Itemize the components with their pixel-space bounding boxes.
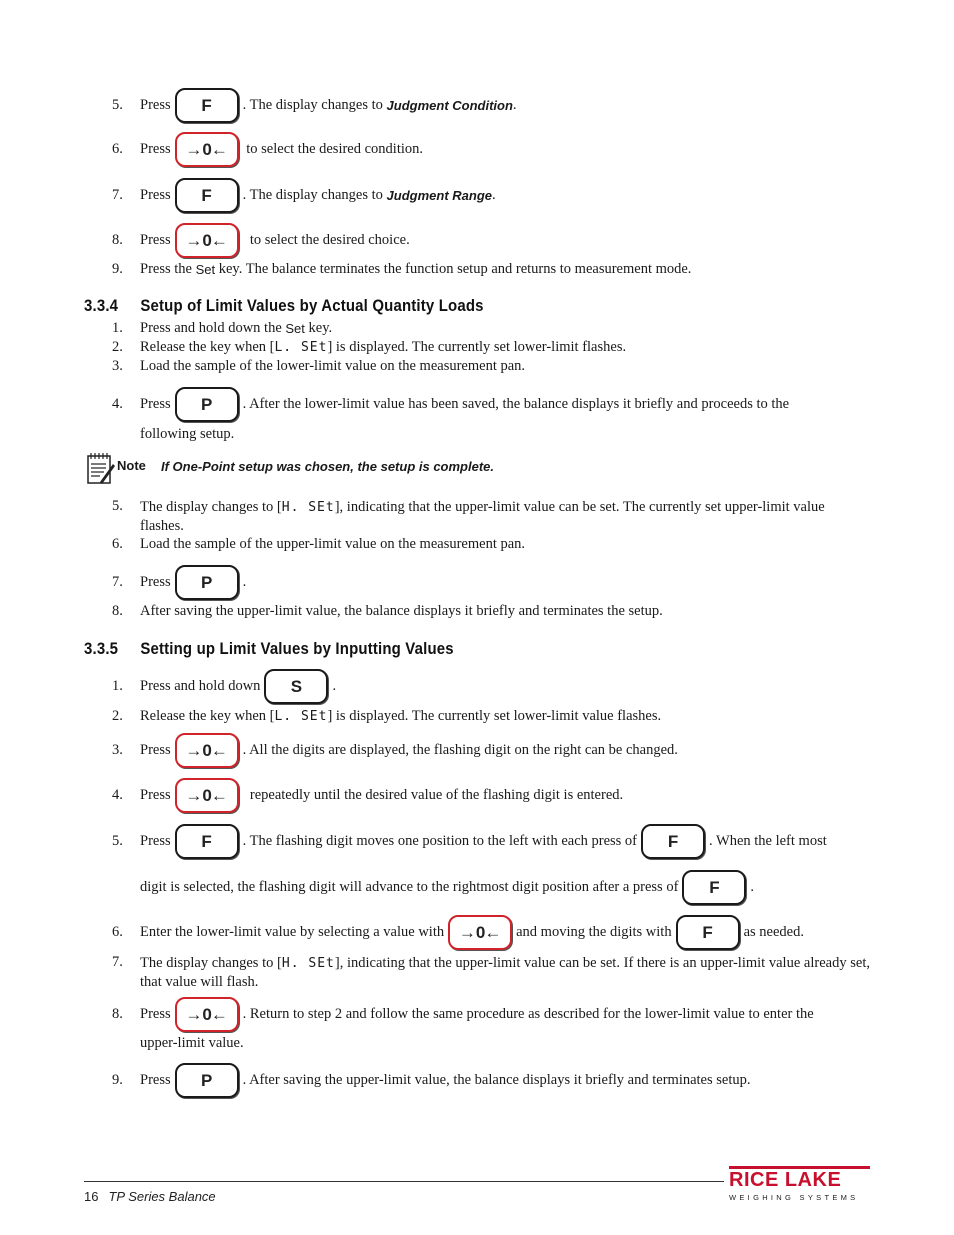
document-title: TP Series Balance xyxy=(108,1189,216,1204)
step-335-8: 8. Press → 0 ← . Return to step 2 and follow the same procedure as described for the lower-limit value to enter the xyxy=(112,997,870,1032)
lcd-readout: H. SEt xyxy=(281,500,335,515)
step-335-7-text: The display changes to [H. SEt], indicating that the upper-limit value can be set. If there is an upper-limit value already set, that value will flash. xyxy=(140,955,870,990)
f-key-icon: F xyxy=(682,870,746,905)
step-335-2: 2. Release the key when [ L. SEt ] is displayed. The currently set lower-limit value flashes. xyxy=(112,708,662,724)
zero-key-icon: → 0 ← xyxy=(175,733,239,768)
step-335-1: 1. Press and hold down S . xyxy=(112,669,870,704)
s-key-icon: S xyxy=(264,669,328,704)
step-334-4: 4. Press P . After the lower-limit value has been saved, the balance displays it briefly and proceeds to the xyxy=(112,387,870,422)
step-334-3: 3. Load the sample of the lower-limit value on the measurement pan. xyxy=(112,358,526,374)
rice-lake-logo: RICE LAKE WEIGHING SYSTEMS xyxy=(729,1166,870,1202)
zero-key-icon: → 0 ← xyxy=(175,223,239,258)
zero-key-icon: → 0 ← xyxy=(448,915,512,950)
step-334-5-text: The display changes to [H. SEt], indicating that the upper-limit value can be set. The currently set upper-limit value flashes. xyxy=(140,499,825,534)
step-334-1: 1. Press and hold down the Set key. xyxy=(112,320,333,336)
p-key-icon: P xyxy=(175,565,239,600)
f-key-icon: F xyxy=(175,178,239,213)
f-key-icon: F xyxy=(175,88,239,123)
step-335-4: 4. Press → 0 ← repeatedly until the desired value of the flashing digit is entered. xyxy=(112,778,870,813)
note-text: If One-Point setup was chosen, the setup is complete. xyxy=(161,459,495,474)
note-pad-icon xyxy=(86,452,116,486)
p-key-icon: P xyxy=(175,1063,239,1098)
step-top-6: 6. Press → 0 ← to select the desired condition. xyxy=(112,132,870,167)
step-top-7: 7. Press F . The display changes to Judgment Range . xyxy=(112,178,870,213)
step-334-8: 8. After saving the upper-limit value, the balance displays it briefly and terminates the setup. xyxy=(112,603,663,619)
step-335-8-cont: upper-limit value. xyxy=(140,1035,244,1051)
lcd-readout: L. SEt xyxy=(274,340,328,355)
f-key-icon: F xyxy=(175,824,239,859)
step-335-7: 7. xyxy=(112,954,123,970)
step-334-2: 2. Release the key when [ L. SEt ] is displayed. The currently set lower-limit flashes. xyxy=(112,339,627,355)
lcd-readout: L. SEt xyxy=(274,709,328,724)
step-334-6: 6. Load the sample of the upper-limit value on the measurement pan. xyxy=(112,536,526,552)
judgment-condition-term: Judgment Condition xyxy=(386,98,513,113)
page-number: 16 xyxy=(84,1189,99,1204)
step-334-7: 7. Press P . xyxy=(112,565,870,600)
zero-key-icon: → 0 ← xyxy=(175,778,239,813)
zero-key-icon: → 0 ← xyxy=(175,132,239,167)
judgment-range-term: Judgment Range xyxy=(386,188,492,203)
p-key-icon: P xyxy=(175,387,239,422)
step-334-4-cont: following setup. xyxy=(140,426,235,442)
step-top-9: 9. Press the Set key. The balance terminates the function setup and returns to measurement mode. xyxy=(112,261,692,277)
zero-key-icon: → 0 ← xyxy=(175,997,239,1032)
section-heading-3-3-4: 3.3.4 Setup of Limit Values by Actual Quantity Loads xyxy=(84,296,484,315)
step-335-5-cont: digit is selected, the flashing digit will advance to the rightmost digit position after a press of F . xyxy=(140,870,898,905)
f-key-icon: F xyxy=(641,824,705,859)
step-335-6: 6. Enter the lower-limit value by selecting a value with → 0 ← and moving the digits with F as needed. xyxy=(112,915,870,950)
step-334-5: 5. xyxy=(112,498,123,514)
note-label: Note xyxy=(117,458,146,473)
note-callout xyxy=(86,452,146,486)
step-335-5: 5. Press F . The flashing digit moves one position to the left with each press of F . When the left most xyxy=(112,824,870,859)
section-heading-3-3-5: 3.3.5 Setting up Limit Values by Inputting Values xyxy=(84,639,454,658)
step-335-9: 9. Press P . After saving the upper-limit value, the balance displays it briefly and terminates setup. xyxy=(112,1063,870,1098)
step-top-8: 8. Press → 0 ← to select the desired choice. xyxy=(112,223,870,258)
step-top-5: 5. Press F . The display changes to Judgment Condition . xyxy=(112,88,870,123)
footer-rule xyxy=(84,1181,724,1182)
lcd-readout: H. SEt xyxy=(281,956,335,971)
footer xyxy=(84,1189,216,1204)
step-335-3: 3. Press → 0 ← . All the digits are displayed, the flashing digit on the right can be changed. xyxy=(112,733,870,768)
f-key-icon: F xyxy=(676,915,740,950)
